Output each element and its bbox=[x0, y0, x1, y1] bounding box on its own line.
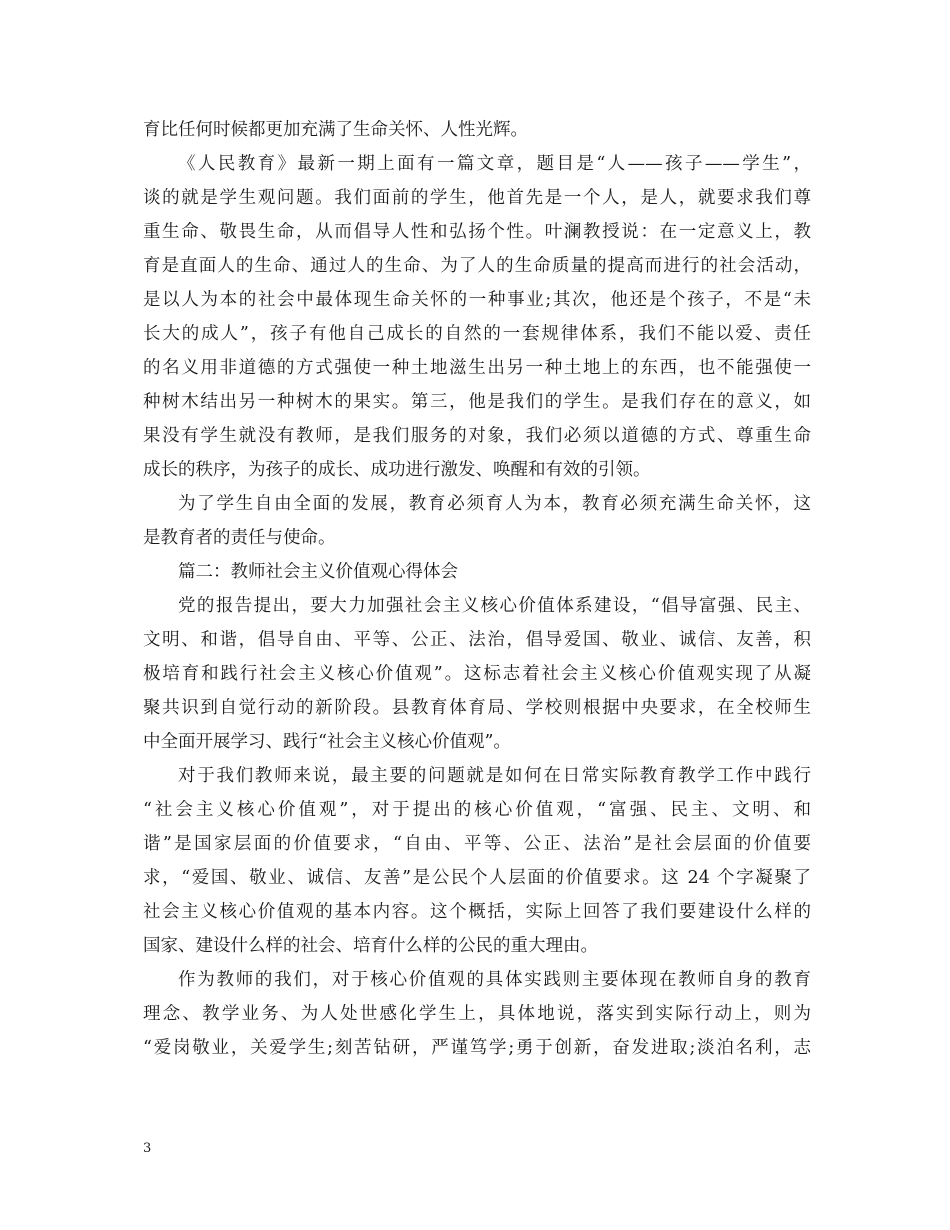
text-line: 文明、和谐，倡导自由、平等、公正、法治，倡导爱国、敬业、诚信、友善，积 bbox=[143, 630, 811, 650]
text-line: 谐”是国家层面的价值要求，“自由、平等、公正、法治”是社会层面的价值要 bbox=[143, 834, 811, 854]
text-line: 育比任何时候都更加充满了生命关怀、人性光辉。 bbox=[143, 120, 528, 140]
text-line: 重生命、敬畏生命，从而倡导人性和弘扬个性。叶澜教授说：在一定意义上，教 bbox=[143, 222, 811, 242]
text-line: 社会主义核心价值观的基本内容。这个概括，实际上回答了我们要建设什么样的 bbox=[143, 902, 811, 922]
text-line: 极培育和践行社会主义核心价值观”。这标志着社会主义核心价值观实现了从凝 bbox=[143, 664, 811, 684]
text-line: 是教育者的责任与使命。 bbox=[143, 528, 336, 548]
text-line: 求，“爱国、敬业、诚信、友善”是公民个人层面的价值要求。这 24 个字凝聚了 bbox=[143, 868, 811, 888]
text-line: “爱岗敬业，关爱学生;刻苦钻研，严谨笃学;勇于创新，奋发进取;淡泊名利，志 bbox=[143, 1038, 811, 1058]
text-line: “社会主义核心价值观”，对于提出的核心价值观，“富强、民主、文明、和 bbox=[143, 800, 811, 820]
text-line: 育是直面人的生命、通过人的生命、为了人的生命质量的提高而进行的社会活动， bbox=[143, 256, 811, 276]
text-line: 长大的成人”，孩子有他自己成长的自然的一套规律体系，我们不能以爱、责任 bbox=[143, 324, 811, 344]
text-line: 果没有学生就没有教师，是我们服务的对象，我们必须以道德的方式、尊重生命 bbox=[143, 426, 811, 446]
text-line: 国家、建设什么样的社会、培育什么样的公民的重大理由。 bbox=[143, 936, 598, 956]
text-line: 是以人为本的社会中最体现生命关怀的一种事业;其次，他还是个孩子，不是“未 bbox=[143, 290, 811, 310]
text-line: 对于我们教师来说，最主要的问题就是如何在日常实际教育教学工作中践行 bbox=[178, 766, 811, 786]
text-line: 聚共识到自觉行动的新阶段。县教育体育局、学校则根据中央要求，在全校师生 bbox=[143, 698, 811, 718]
text-line: 党的报告提出，要大力加强社会主义核心价值体系建设，“倡导富强、民主、 bbox=[178, 596, 811, 616]
section-heading: 篇二：教师社会主义价值观心得体会 bbox=[178, 562, 458, 582]
text-line: 种树木结出另一种树木的果实。第三，他是我们的学生。是我们存在的意义，如 bbox=[143, 392, 811, 412]
text-line: 谈的就是学生观问题。我们面前的学生，他首先是一个人，是人，就要求我们尊 bbox=[143, 188, 811, 208]
text-line: 《人民教育》最新一期上面有一篇文章，题目是“人——孩子——学生”， bbox=[178, 154, 811, 174]
page-number: 3 bbox=[143, 1141, 152, 1156]
text-line: 为了学生自由全面的发展，教育必须育人为本，教育必须充满生命关怀，这 bbox=[178, 494, 811, 514]
body-text bbox=[143, 113, 811, 1065]
text-line: 中全面开展学习、践行“社会主义核心价值观”。 bbox=[143, 732, 511, 752]
text-line: 作为教师的我们，对于核心价值观的具体实践则主要体现在教师自身的教育 bbox=[178, 970, 811, 990]
text-line: 的名义用非道德的方式强使一种土地滋生出另一种土地上的东西，也不能强使一 bbox=[143, 358, 811, 378]
text-line: 理念、教学业务、为人处世感化学生上，具体地说，落实到实际行动上，则为 bbox=[143, 1004, 811, 1024]
text-line: 成长的秩序，为孩子的成长、成功进行激发、唤醒和有效的引领。 bbox=[143, 460, 651, 480]
